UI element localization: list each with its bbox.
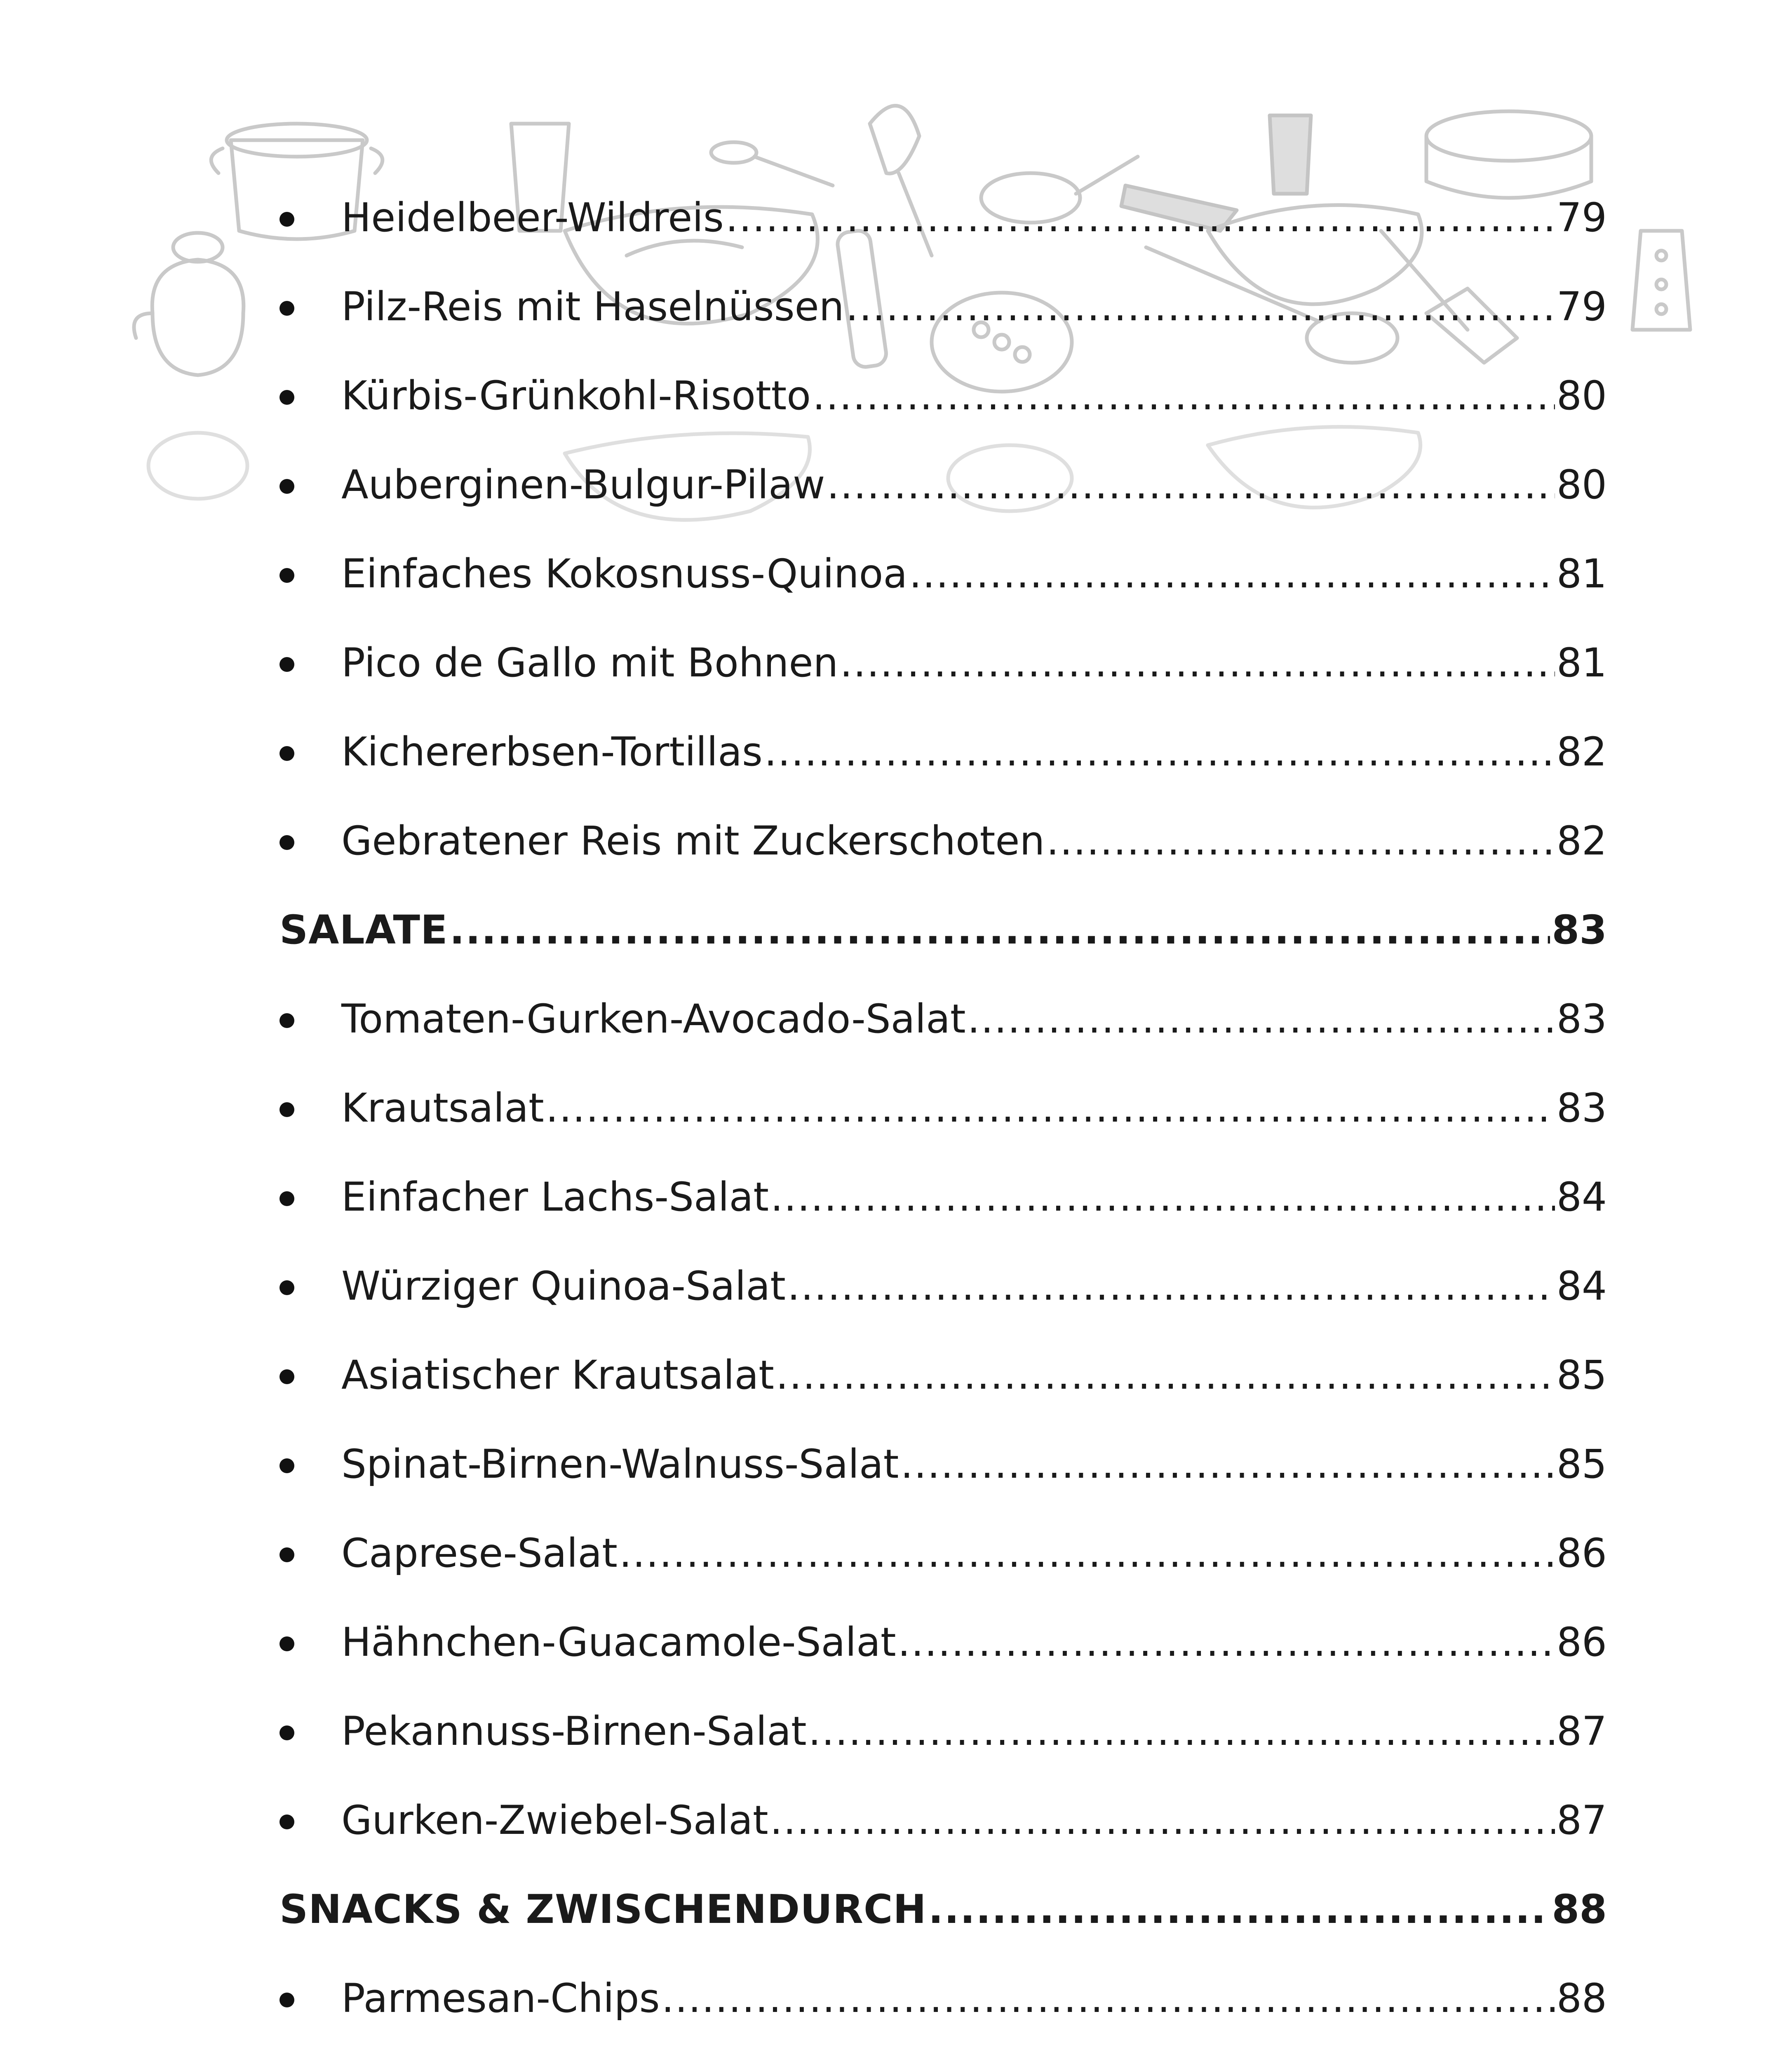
toc-page-number: 81 [1556,551,1607,597]
dot-leader [1046,821,1555,861]
toc-entry-title: Würziger Quinoa-Salat [341,1263,786,1309]
dot-leader [846,287,1555,326]
toc-section-heading[interactable] [279,1865,1607,1954]
toc-page-number: 83 [1552,907,1607,953]
toc-page-number: 86 [1556,1530,1607,1576]
dot-leader [770,1177,1555,1217]
toc-entry[interactable] [279,796,1607,885]
bullet-icon [279,796,341,885]
dot-leader [619,1533,1555,1573]
dot-leader [808,1711,1555,1751]
bullet-icon [279,440,341,529]
toc-entry-title: Auberginen-Bulgur-Pilaw [341,462,825,508]
toc-entry-title: Einfaches Kokosnuss-Quinoa [341,551,908,597]
toc-entry-title: Parmesan-Chips [341,1975,660,2021]
toc-page-number: 84 [1556,1263,1607,1309]
toc-entry-title: Caprese-Salat [341,1530,618,1576]
toc-page-number: 84 [1556,1174,1607,1220]
toc-entry-title: Pekannuss-Birnen-Salat [341,1708,807,1754]
toc-entry-title: Gurken-Zwiebel-Salat [341,1797,768,1843]
toc-entry[interactable] [279,1331,1607,1420]
dot-leader [764,732,1555,772]
grater-icon [1632,231,1690,330]
toc-entry-title: Kichererbsen-Tortillas [341,729,763,775]
toc-page-number: 82 [1556,818,1607,864]
dot-leader [546,1088,1555,1128]
bullet-icon [279,1776,341,1865]
bullet-icon [279,1153,341,1242]
bullet-icon [279,1242,341,1331]
toc-page-number: 87 [1556,1797,1607,1843]
toc-entry[interactable] [279,173,1607,262]
toc-page-number: 79 [1556,195,1607,241]
toc-entry-title: Heidelbeer-Wildreis [341,195,724,241]
toc-page-number: 85 [1556,1352,1607,1398]
toc-page-number: 83 [1556,996,1607,1042]
dot-leader [840,643,1555,683]
dot-leader [662,1979,1555,2018]
toc-page-number: 85 [1556,1441,1607,1487]
toc-entry[interactable] [279,1063,1607,1153]
bullet-icon [279,173,341,262]
toc-entry[interactable] [279,1153,1607,1242]
toc-entry-title: Asiatischer Krautsalat [341,1352,774,1398]
toc-entry[interactable] [279,1242,1607,1331]
dot-leader [827,465,1555,505]
toc-page-number: 80 [1556,373,1607,419]
bullet-icon [279,1331,341,1420]
bullet-icon [279,974,341,1063]
bullet-icon [279,1687,341,1776]
toc-entry-title: Tomaten-Gurken-Avocado-Salat [341,996,966,1042]
dot-leader [726,198,1555,237]
toc-entry[interactable] [279,1509,1607,1598]
toc-entry[interactable] [279,351,1607,440]
bullet-icon [279,262,341,351]
dot-leader [909,554,1555,594]
toc-entry-title: Pico de Gallo mit Bohnen [341,640,838,686]
toc-entry[interactable] [279,1687,1607,1776]
toc-entry[interactable] [279,529,1607,618]
toc-page-number: 83 [1556,1085,1607,1131]
toc-entry-title: Pilz-Reis mit Haselnüssen [341,284,844,330]
dot-leader [787,1266,1555,1306]
toc-page-number: 88 [1552,1886,1607,1932]
dot-leader [928,1890,1550,1929]
toc-entry-title: Kürbis-Grünkohl-Risotto [341,373,811,419]
toc-entry-title: SALATE [279,907,448,953]
dot-leader [450,910,1550,950]
toc-page-number: 81 [1556,640,1607,686]
toc-page-number: 86 [1556,1619,1607,1665]
bullet-icon [279,1063,341,1153]
toc-entry-title: Krautsalat [341,1085,544,1131]
dot-leader [813,376,1555,415]
toc-entry[interactable] [279,1776,1607,1865]
dot-leader [770,1800,1555,1840]
bullet-icon [279,529,341,618]
toc-entry-title: Spinat-Birnen-Walnuss-Salat [341,1441,899,1487]
toc-page-number: 87 [1556,1708,1607,1754]
bullet-icon [279,1954,341,2043]
table-of-contents [279,173,1607,2061]
toc-entry[interactable] [279,1420,1607,1509]
bullet-icon [279,707,341,796]
bullet-icon [279,2043,341,2061]
toc-entry[interactable] [279,262,1607,351]
toc-entry-title: Hähnchen-Guacamole-Salat [341,1619,896,1665]
bullet-icon [279,1509,341,1598]
toc-entry-title: Einfacher Lachs-Salat [341,1174,769,1220]
toc-section-heading[interactable] [279,885,1607,974]
toc-entry[interactable] [279,974,1607,1063]
toc-page-number: 79 [1556,284,1607,330]
bullet-icon [279,1598,341,1687]
dot-leader [898,1622,1555,1662]
toc-entry-title: SNACKS & ZWISCHENDURCH [279,1886,927,1932]
toc-entry[interactable] [279,618,1607,707]
toc-entry[interactable] [279,1954,1607,2043]
toc-page-number: 82 [1556,729,1607,775]
toc-entry[interactable] [279,707,1607,796]
bullet-icon [279,351,341,440]
toc-entry-title: Gebratener Reis mit Zuckerschoten [341,818,1045,864]
dot-leader [776,1355,1555,1395]
dot-leader [900,1444,1555,1484]
dot-leader [968,999,1555,1039]
toc-page-number: 88 [1556,1975,1607,2021]
bullet-icon [279,618,341,707]
bullet-icon [279,1420,341,1509]
sugar-bowl-icon [134,233,244,375]
toc-entry[interactable] [279,2043,1607,2061]
toc-page-number: 80 [1556,462,1607,508]
toc-entry[interactable] [279,1598,1607,1687]
toc-entry[interactable] [279,440,1607,529]
